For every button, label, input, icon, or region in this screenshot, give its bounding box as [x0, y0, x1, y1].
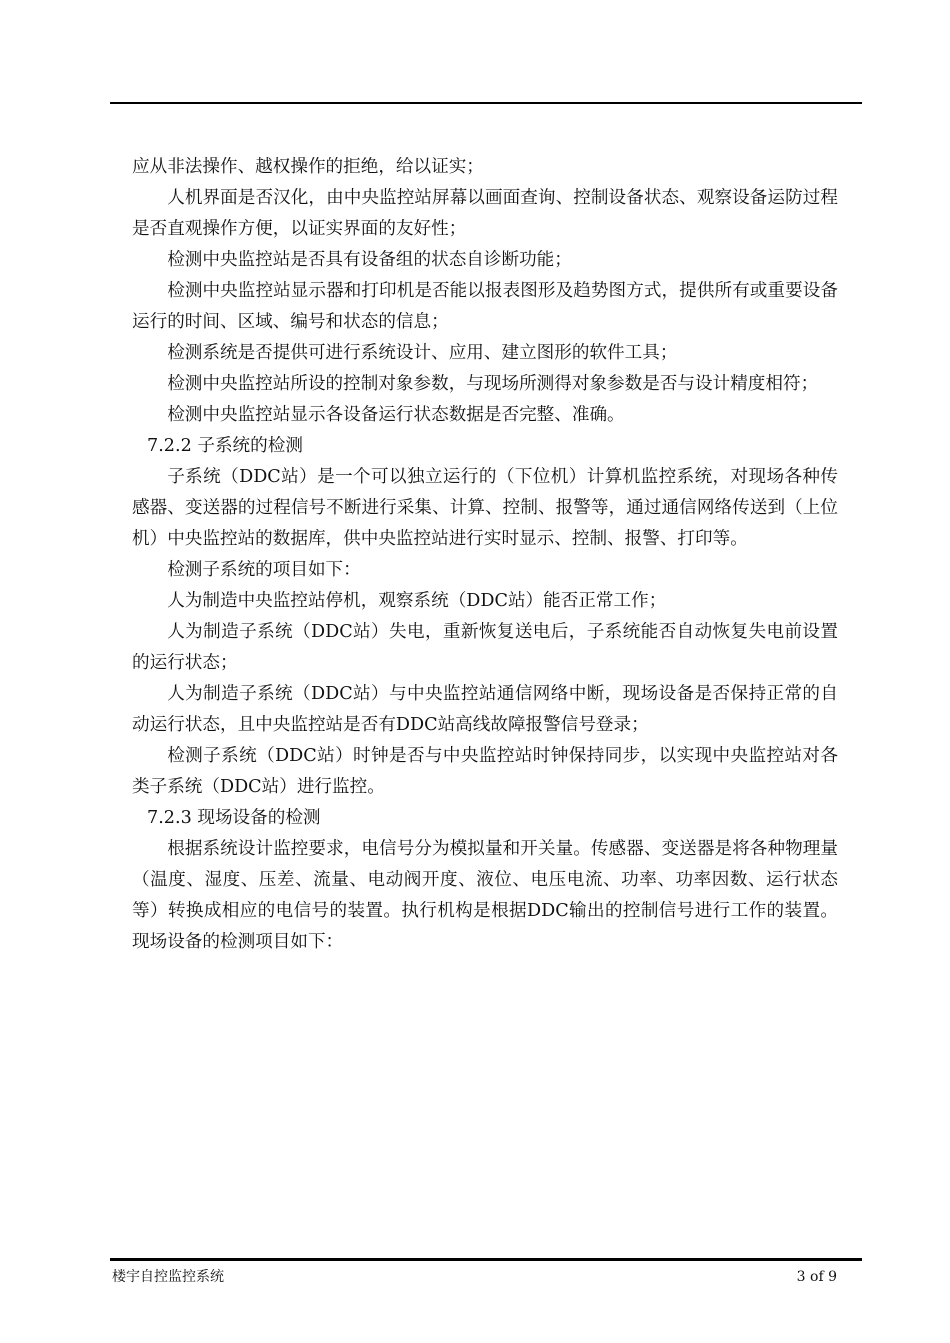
paragraph: 人机界面是否汉化，由中央监控站屏幕以画面查询、控制设备状态、观察设备运防过程是否直观操作方便，以证实界面的友好性； — [132, 188, 838, 239]
paragraph: 检测中央监控站显示器和打印机是否能以报表图形及趋势图方式，提供所有或重要设备运行的时间、区域、编号和状态的信息； — [132, 281, 838, 332]
paragraph: 检测系统是否提供可进行系统设计、应用、建立图形的软件工具； — [167, 343, 678, 363]
paragraph: 子系统（DDC站）是一个可以独立运行的（下位机）计算机监控系统，对现场各种传感器、变送器的过程信号不断进行采集、计算、控制、报警等，通过通信网络传送到（上位机）中央监控站的数据库，供中央监控站进行实时显示、控制、报警、打印等。 — [132, 467, 838, 549]
paragraph: 人为制造子系统（DDC站）与中央监控站通信网络中断，现场设备是否保持正常的自动运行状态，且中央监控站是否有DDC站高线故障报警信号登录； — [132, 684, 838, 735]
paragraph: 根据系统设计监控要求，电信号分为模拟量和开关量。传感器、变送器是将各种物理量（温度、湿度、压差、流量、电动阀开度、液位、电压电流、功率、功率因数、运行状态等）转换成相应的电信号的装置。执行机构是根据DDC输出的控制信号进行工作的装置。现场设备的检测项目如下： — [132, 839, 838, 952]
paragraph: 检测中央监控站所设的控制对象参数，与现场所测得对象参数是否与设计精度相符； — [167, 374, 819, 394]
document-body — [132, 152, 838, 958]
paragraph: 人为制造子系统（DDC站）失电，重新恢复送电后，子系统能否自动恢复失电前设置的运行状态； — [132, 622, 838, 673]
footer-rule — [110, 1258, 862, 1261]
paragraph: 检测中央监控站是否具有设备组的状态自诊断功能； — [167, 250, 572, 270]
footer-title: 楼宇自控监控系统 — [112, 1269, 224, 1285]
page-number: 3 of 9 — [796, 1269, 837, 1285]
paragraph: 人为制造中央监控站停机，观察系统（DDC站）能否正常工作； — [167, 591, 667, 611]
paragraph: 检测子系统的项目如下： — [167, 560, 361, 580]
paragraph: 检测中央监控站显示各设备运行状态数据是否完整、准确。 — [167, 405, 625, 425]
paragraph: 检测子系统（DDC站）时钟是否与中央监控站时钟保持同步，以实现中央监控站对各类子系统（DDC站）进行监控。 — [132, 746, 838, 797]
section-heading: 7.2.2 子系统的检测 — [147, 436, 303, 456]
section-heading: 7.2.3 现场设备的检测 — [147, 808, 321, 828]
header-rule — [110, 102, 862, 104]
paragraph: 应从非法操作、越权操作的拒绝，给以证实； — [132, 157, 484, 177]
